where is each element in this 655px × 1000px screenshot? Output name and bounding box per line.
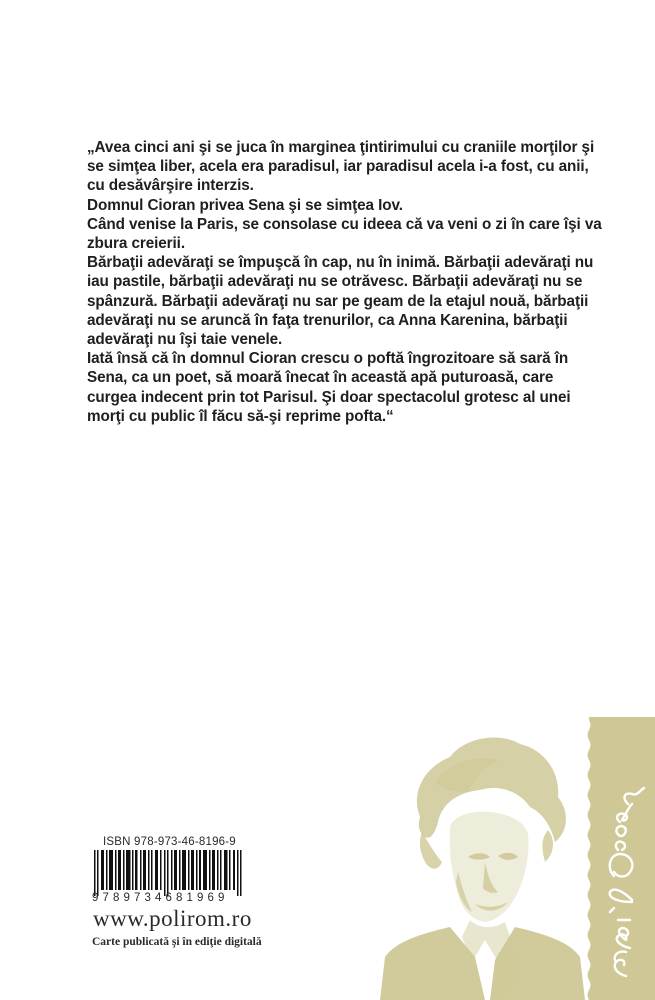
quote-paragraph-4: Bărbaţii adevăraţi se împuşcă în cap, nu în inimă. Bărbaţii adevăraţi nu iau pastile, bărbaţii adevăraţi nu se otrăvesc. Bărbaţii adevăraţi nu se spânzură. Bărbaţii adevăraţi nu sar pe geam de la etajul nouă, bărbaţii adevăraţi nu se aruncă în faţa trenurilor, ca Anna Karenina, bărbaţii adevăraţi nu îşi taie venele. (87, 254, 594, 349)
quote-paragraph-5: Iată însă că în domnul Cioran crescu o poftă îngrozitoare să sară în Sena, ca un poet, să moară înecat în această apă puturoasă, care curgea indecent prin tot Parisul. Şi doar spectacolul grotesc al unei morţi cu public îl făcu să-şi reprime pofta.“ (87, 350, 571, 425)
isbn-label: ISBN 978-973-46-8196-9 (103, 836, 236, 848)
back-cover-quote (87, 138, 602, 426)
publisher-website[interactable]: www.polirom.ro (93, 906, 252, 931)
portrait-sketch-icon (380, 722, 585, 1000)
quote-paragraph-3: Când venise la Paris, se consolase cu ideea că va veni o zi în care îşi va zbura creierii. (87, 215, 602, 253)
barcode-icon (94, 850, 244, 896)
publisher-tagline: Carte publicată şi în ediţie digitală (92, 936, 262, 948)
barcode-digits: 9789734681969 (92, 892, 229, 904)
signature-icon (596, 780, 648, 980)
quote-paragraph-1: „Avea cinci ani şi se juca în marginea ţintirimului cu craniile morţilor şi se simţea liber, acela era paradisul, iar paradisul acela i-a fost, cu anii, cu desăvârşire interzis. (87, 139, 595, 195)
quote-paragraph-2: Domnul Cioran privea Sena şi se simţea Iov. (87, 196, 403, 214)
